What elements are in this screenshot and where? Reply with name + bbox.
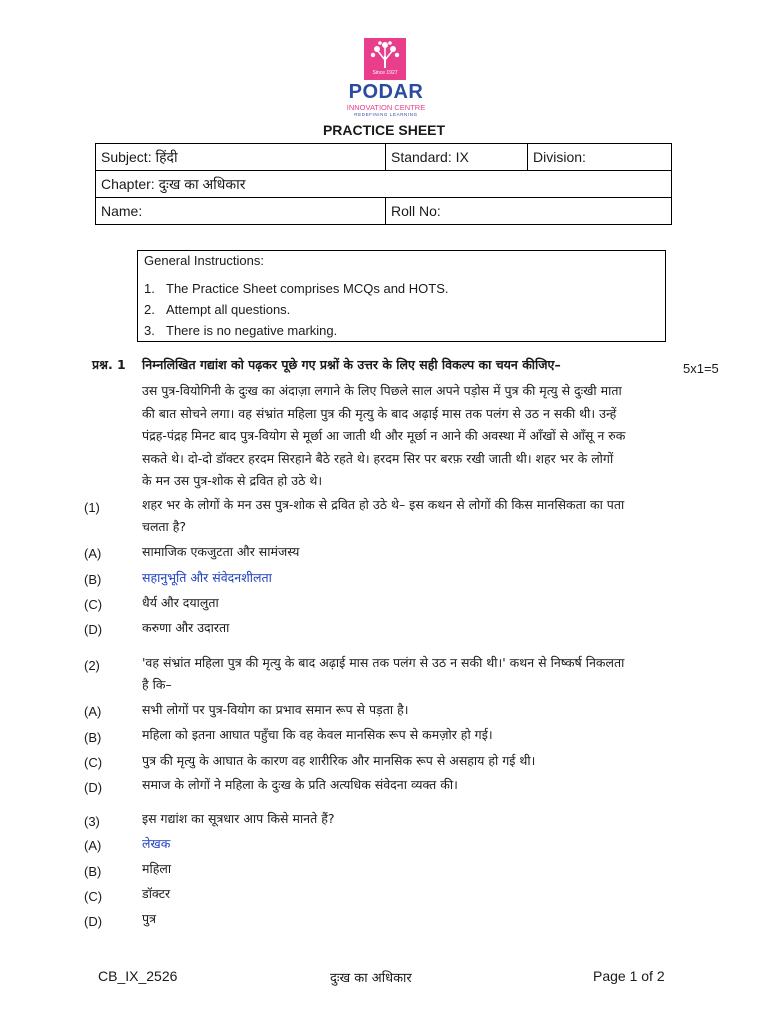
sub-question-number: (2) xyxy=(84,658,100,673)
option-label: (A) xyxy=(84,546,102,561)
question-label: प्रश्न. 1 xyxy=(92,357,126,372)
instruction-text: There is no negative marking. xyxy=(166,323,338,338)
name-cell: Name: xyxy=(96,198,386,225)
instruction-number: 1. xyxy=(144,281,155,296)
footer-code: CB_IX_2526 xyxy=(98,968,178,984)
option-label: (D) xyxy=(84,622,103,637)
option-label: (A) xyxy=(84,838,102,853)
sub-question-text xyxy=(142,494,682,538)
option-text: धैर्य और दयालुता xyxy=(142,595,219,610)
roll-no-cell: Roll No: xyxy=(386,198,672,225)
footer-page-number: Page 1 of 2 xyxy=(593,968,665,984)
instruction-item xyxy=(144,281,448,296)
option-text: डॉक्टर xyxy=(142,886,171,901)
instructions-title: General Instructions: xyxy=(144,253,264,268)
instruction-item xyxy=(144,302,290,317)
passage xyxy=(142,380,680,493)
option-label: (B) xyxy=(84,572,102,587)
option-label: (B) xyxy=(84,730,102,745)
option-text-highlighted: लेखक xyxy=(142,836,171,851)
standard-cell: Standard: IX xyxy=(386,144,528,171)
instruction-number: 2. xyxy=(144,302,155,317)
subject-cell: Subject: हिंदी xyxy=(96,144,386,171)
logo-tagline: REDEFINING LEARNING xyxy=(354,112,418,117)
general-instructions-box xyxy=(137,250,666,342)
logo-name: PODAR xyxy=(348,81,424,103)
question-heading: निम्नलिखित गद्यांश को पढ़कर पूछे गए प्रश्नों के उत्तर के लिए सही विकल्प का चयन कीजिए– xyxy=(142,357,561,372)
sub-question-number: (1) xyxy=(84,500,100,515)
passage-line: उस पुत्र-वियोगिनी के दुःख का अंदाज़ा लगाने के लिए पिछले साल अपने पड़ोस में पुत्र की मृत्यु से दुःखी माता xyxy=(142,383,622,398)
option-label: (D) xyxy=(84,914,103,929)
marks-label: 5x1=5 xyxy=(683,361,719,376)
logo-since: Since 1927 xyxy=(372,70,398,76)
option-text: सामाजिक एकजुटता और सामंजस्य xyxy=(142,544,300,559)
instruction-text: Attempt all questions. xyxy=(166,302,291,317)
option-text: समाज के लोगों ने महिला के दुःख के प्रति अत्यधिक संवेदना व्यक्त की। xyxy=(142,777,458,792)
logo-subtitle: INNOVATION CENTRE xyxy=(346,103,426,112)
option-text: करुणा और उदारता xyxy=(142,620,230,635)
sub-question-line: है कि– xyxy=(142,677,172,692)
option-label: (C) xyxy=(84,755,103,770)
option-label: (A) xyxy=(84,704,102,719)
passage-line: के मन उस पुत्र-शोक से द्रवित हो उठे थे। xyxy=(142,473,323,488)
sub-question-line: 'वह संभ्रांत महिला पुत्र की मृत्यु के बाद अढ़ाई मास तक पलंग से उठ न सकी थी।' कथन से निष्कर्ष निकलता xyxy=(142,655,625,670)
sub-question-line: चलता है? xyxy=(142,519,187,534)
instruction-number: 3. xyxy=(144,323,155,338)
option-text: महिला को इतना आघात पहुँचा कि वह केवल मानसिक रूप से कमज़ोर हो गई। xyxy=(142,727,493,742)
sub-question-number: (3) xyxy=(84,814,100,829)
option-text: पुत्र की मृत्यु के आघात के कारण वह शारीरिक और मानसिक रूप से असहाय हो गई थी। xyxy=(142,753,536,768)
option-text-highlighted: सहानुभूति और संवेदनशीलता xyxy=(142,570,272,585)
option-text: महिला xyxy=(142,861,172,876)
option-text: सभी लोगों पर पुत्र-वियोग का प्रभाव समान रूप से पड़ता है। xyxy=(142,702,409,717)
footer-chapter: दुःख का अधिकार xyxy=(330,971,412,986)
option-label: (C) xyxy=(84,597,103,612)
option-label: (C) xyxy=(84,889,103,904)
page-title: PRACTICE SHEET xyxy=(322,122,446,138)
option-text: पुत्र xyxy=(142,911,157,926)
passage-line: पंद्रह-पंद्रह मिनट बाद पुत्र-वियोग से मूर्छा आ जाती थी और मूर्छा न आने की अवस्था में आँखों से आँसू न रुक xyxy=(142,428,626,443)
sub-question-line: शहर भर के लोगों के मन उस पुत्र-शोक से द्रवित हो उठे थे– इस कथन से लोगों की किस मानसिकता का पता xyxy=(142,497,625,512)
student-info-table xyxy=(95,143,672,225)
chapter-cell: Chapter: दुःख का अधिकार xyxy=(96,171,672,198)
sub-question-text: इस गद्यांश का सूत्रधार आप किसे मानते हैं? xyxy=(142,811,335,826)
sub-question-text xyxy=(142,652,682,696)
division-cell: Division: xyxy=(528,144,672,171)
passage-line: की बात सोचने लगा। वह संभ्रांत महिला पुत्र की मृत्यु के बाद अढ़ाई मास तक पलंग से उठ न सकी थी। उन्हें xyxy=(142,405,617,421)
option-label: (D) xyxy=(84,780,103,795)
instruction-item xyxy=(144,323,337,338)
instruction-text: The Practice Sheet comprises MCQs and HOTS. xyxy=(166,281,449,296)
passage-line: सकते थे। दो-दो डॉक्टर हरदम सिरहाने बैठे रहते थे। हरदम सिर पर बरफ़ रखी जाती थी। शहर भर के लोगों xyxy=(142,450,614,466)
tree-icon xyxy=(364,38,406,80)
option-label: (B) xyxy=(84,864,102,879)
